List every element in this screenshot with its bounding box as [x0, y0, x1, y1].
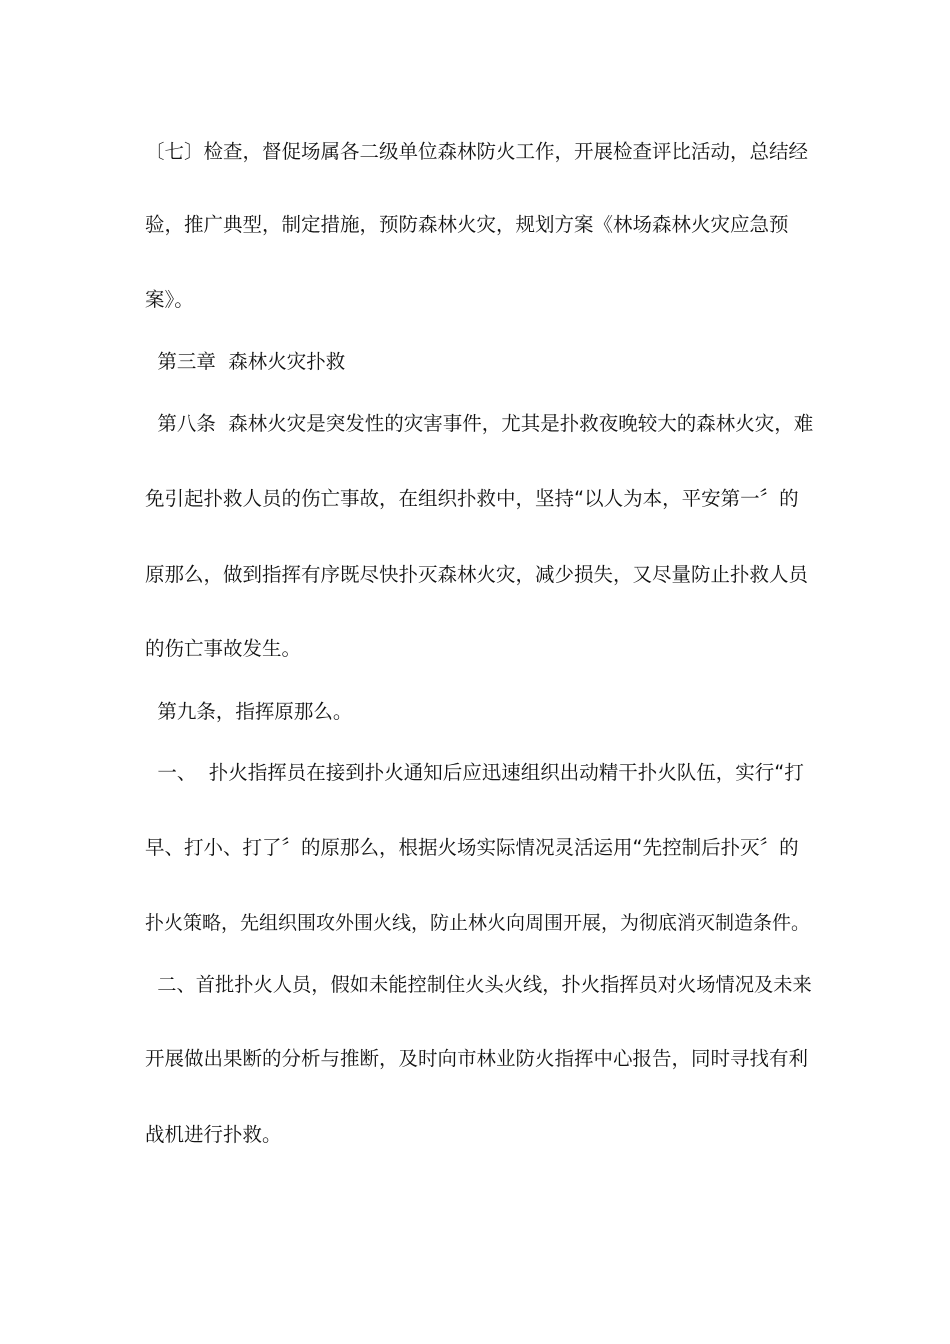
item-1-line-2: 早、打小、打了〞的原那么，根据火场实际情况灵活运用“先控制后扑灭〞的 [145, 836, 799, 859]
item-2-line-2: 开展做出果断的分析与推断，及时向市林业防火指挥中心报告，同时寻找有利 [145, 1047, 809, 1070]
item-1-line-1: 一、 扑火指挥员在接到扑火通知后应迅速组织出动精干扑火队伍，实行“打 [145, 761, 804, 784]
item-2-line-3: 战机进行扑救。 [145, 1123, 282, 1146]
text-line-2: 验，推广典型，制定措施，预防森林火灾，规划方案《林场森林火灾应急预 [145, 213, 789, 236]
item-1-line-3: 扑火策略，先组织围攻外围火线，防止林火向周围开展，为彻底消灭制造条件。 [145, 912, 811, 934]
article-8-line-4: 的伤亡事故发生。 [145, 637, 302, 660]
article-8-line-3: 原那么，做到指挥有序既尽快扑灭森林火灾，减少损失，又尽量防止扑救人员 [145, 563, 809, 586]
text-line-1: 〔七〕检查，督促场属各二级单位森林防火工作，开展检查评比活动，总结经 [145, 140, 809, 163]
chapter-heading: 第三章 森林火灾扑救 [145, 350, 346, 373]
article-8-line-2: 免引起扑救人员的伤亡事故，在组织扑救中，坚持“以人为本，平安第一〞的 [145, 487, 799, 510]
item-2-line-1: 二、首批扑火人员，假如未能控制住火头火线，扑火指挥员对火场情况及未来 [145, 973, 812, 996]
article-8-line-1: 第八条 森林火灾是突发性的灾害事件，尤其是扑救夜晚较大的森林火灾，难 [145, 412, 814, 435]
text-line-3: 案》。 [145, 288, 194, 311]
article-9-heading: 第九条，指挥原那么。 [145, 700, 353, 723]
